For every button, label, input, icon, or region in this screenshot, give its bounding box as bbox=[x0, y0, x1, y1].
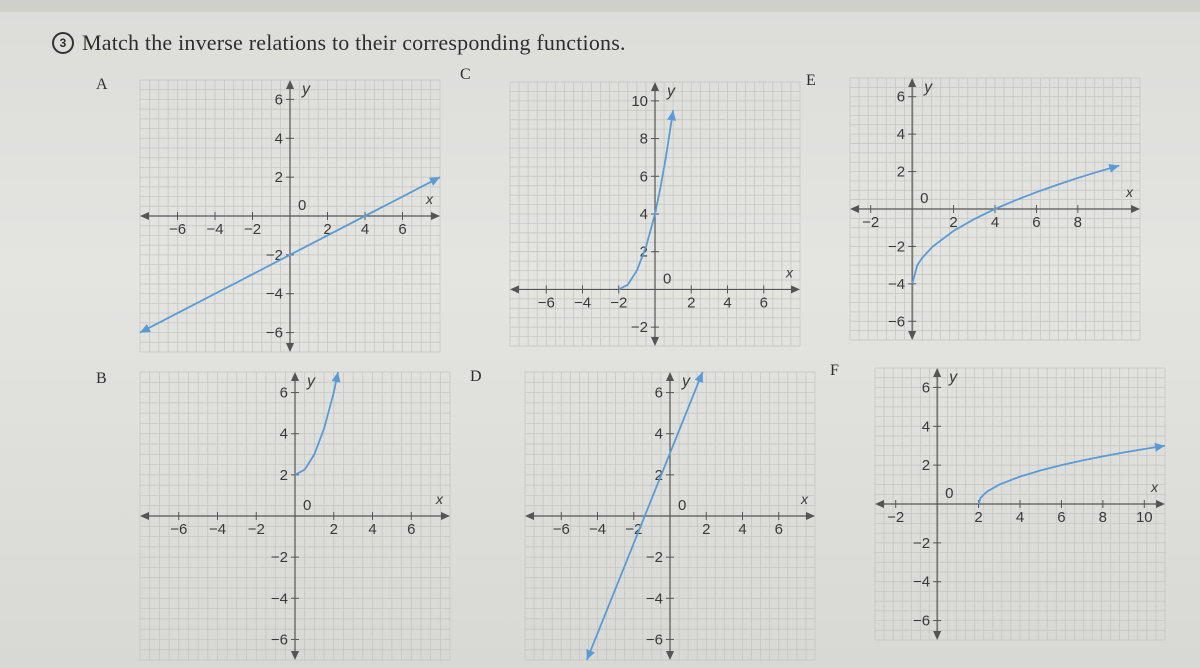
x-tick-label: −2 bbox=[887, 509, 905, 526]
x-tick-label: 6 bbox=[407, 521, 416, 538]
y-axis-arrow-up bbox=[651, 82, 659, 91]
origin-label: 0 bbox=[298, 197, 307, 214]
x-tick-label: 4 bbox=[738, 521, 747, 538]
x-axis-arrow-right bbox=[806, 512, 815, 520]
series-0-arrow-end bbox=[667, 110, 676, 121]
y-tick-label: 6 bbox=[896, 88, 906, 106]
series-0-line bbox=[912, 166, 1119, 284]
x-tick-label: 2 bbox=[949, 214, 958, 231]
x-tick-label: 6 bbox=[1032, 214, 1041, 231]
graph-panel-f bbox=[875, 368, 1165, 640]
x-tick-label: 2 bbox=[329, 521, 338, 538]
x-axis-label: x bbox=[786, 264, 793, 281]
x-tick-label: −2 bbox=[625, 521, 643, 538]
y-axis-arrow-up bbox=[291, 372, 299, 381]
question-header bbox=[52, 30, 626, 56]
x-tick-label: 2 bbox=[323, 221, 332, 238]
x-axis-arrow-left bbox=[140, 512, 149, 520]
x-tick-label: 8 bbox=[1073, 214, 1083, 231]
panel-letter-c: C bbox=[460, 66, 471, 83]
x-axis-arrow-left bbox=[140, 212, 149, 220]
y-axis-label: y bbox=[307, 373, 315, 390]
x-tick-label: 8 bbox=[1098, 509, 1108, 526]
x-tick-label: −6 bbox=[537, 294, 555, 312]
y-axis-label: y bbox=[667, 83, 675, 100]
y-axis-arrow-up bbox=[908, 78, 916, 87]
graph-panel-c bbox=[510, 82, 800, 346]
y-axis-arrow-up bbox=[933, 368, 941, 377]
y-axis-arrow-down bbox=[286, 343, 294, 352]
y-tick-label: −2 bbox=[265, 246, 283, 264]
y-axis-arrow-down bbox=[651, 337, 659, 346]
y-tick-label: 6 bbox=[274, 91, 283, 109]
y-axis-label: y bbox=[949, 369, 958, 386]
y-tick-label: −2 bbox=[270, 549, 288, 567]
x-axis-label: x bbox=[436, 491, 443, 507]
x-axis-arrow-right bbox=[791, 285, 800, 293]
y-axis-arrow-up bbox=[666, 372, 674, 381]
x-tick-label: 6 bbox=[774, 521, 783, 538]
x-tick-label: 4 bbox=[368, 521, 377, 538]
x-axis-arrow-left bbox=[510, 285, 519, 293]
x-axis-arrow-right bbox=[431, 212, 440, 220]
y-tick-label: −6 bbox=[265, 324, 283, 342]
x-tick-label: −4 bbox=[588, 521, 607, 538]
x-tick-label: 2 bbox=[974, 509, 983, 526]
y-tick-label: −6 bbox=[645, 631, 663, 649]
x-tick-label: −6 bbox=[552, 521, 570, 538]
x-axis-arrow-right bbox=[441, 512, 450, 520]
x-tick-label: 10 bbox=[1135, 509, 1153, 526]
y-tick-label: 2 bbox=[279, 466, 288, 484]
y-tick-label: 4 bbox=[274, 130, 283, 148]
x-tick-label: −2 bbox=[610, 294, 628, 312]
y-tick-label: 6 bbox=[921, 379, 931, 397]
series-0-arrow-end bbox=[1154, 443, 1165, 452]
y-tick-label: 4 bbox=[896, 126, 906, 144]
panel-letter-e: E bbox=[806, 72, 816, 89]
x-axis-arrow-left bbox=[850, 205, 859, 213]
x-axis-label: x bbox=[1151, 479, 1158, 495]
origin-label: 0 bbox=[945, 485, 954, 502]
x-tick-label: −6 bbox=[170, 521, 188, 538]
origin-label: 0 bbox=[920, 190, 929, 207]
y-tick-label: 2 bbox=[896, 163, 906, 181]
y-tick-label: 2 bbox=[274, 169, 283, 187]
y-tick-label: 4 bbox=[921, 418, 931, 436]
x-tick-label: −2 bbox=[243, 221, 262, 238]
y-tick-label: −4 bbox=[645, 590, 663, 608]
x-tick-label: 6 bbox=[1057, 509, 1066, 526]
x-tick-label: 6 bbox=[398, 221, 407, 238]
origin-label: 0 bbox=[303, 497, 312, 514]
y-axis-arrow-down bbox=[291, 651, 299, 660]
y-tick-label: −6 bbox=[270, 631, 288, 649]
graph-panel-a bbox=[140, 80, 440, 352]
x-axis-label: x bbox=[426, 191, 433, 207]
y-tick-label: 6 bbox=[279, 384, 288, 402]
x-tick-label: 2 bbox=[687, 294, 696, 312]
graph-panel-b bbox=[140, 372, 450, 660]
y-tick-label: −4 bbox=[265, 285, 283, 303]
x-tick-label: 4 bbox=[360, 221, 370, 238]
y-tick-label: 8 bbox=[639, 130, 648, 148]
y-tick-label: −2 bbox=[645, 549, 663, 567]
y-axis-arrow-up bbox=[286, 80, 294, 89]
x-tick-label: −4 bbox=[208, 521, 227, 538]
x-tick-label: −6 bbox=[168, 221, 187, 238]
y-axis-arrow-down bbox=[908, 331, 916, 340]
y-tick-label: 6 bbox=[639, 168, 648, 186]
y-axis-arrow-down bbox=[933, 631, 941, 640]
graph-panel-e bbox=[850, 78, 1140, 340]
y-tick-label: −4 bbox=[270, 590, 288, 608]
x-axis-label: x bbox=[801, 491, 808, 507]
y-tick-label: −6 bbox=[913, 612, 931, 630]
y-tick-label: −4 bbox=[888, 275, 906, 293]
y-axis-arrow-down bbox=[666, 651, 674, 660]
y-tick-label: 4 bbox=[639, 206, 648, 223]
x-tick-label: −4 bbox=[206, 221, 224, 238]
y-tick-label: 4 bbox=[279, 425, 288, 443]
y-tick-label: −2 bbox=[630, 319, 648, 337]
y-tick-label: 4 bbox=[654, 425, 663, 443]
question-text: Match the inverse relations to their corresponding functions. bbox=[82, 30, 626, 55]
x-tick-label: −4 bbox=[573, 294, 592, 312]
x-axis-label: x bbox=[1126, 184, 1133, 200]
y-tick-label: 6 bbox=[654, 384, 663, 402]
x-tick-label: 4 bbox=[990, 214, 1000, 231]
x-axis-arrow-left bbox=[525, 512, 534, 520]
y-axis-label: y bbox=[682, 373, 690, 390]
x-tick-label: 6 bbox=[759, 294, 768, 312]
panel-letter-d: D bbox=[470, 368, 482, 385]
origin-label: 0 bbox=[678, 497, 687, 514]
y-tick-label: 2 bbox=[921, 457, 931, 475]
panel-letter-a: A bbox=[96, 76, 108, 93]
x-tick-label: 2 bbox=[702, 521, 711, 538]
y-tick-label: 2 bbox=[654, 466, 663, 484]
y-axis-label: y bbox=[924, 79, 933, 96]
x-axis-arrow-right bbox=[1156, 500, 1165, 508]
question-number-badge: 3 bbox=[52, 32, 74, 54]
x-tick-label: 4 bbox=[723, 294, 732, 312]
graph-panel-d bbox=[525, 372, 815, 660]
panel-letter-b: B bbox=[96, 370, 107, 387]
y-tick-label: 2 bbox=[639, 243, 648, 261]
top-edge-strip bbox=[0, 0, 1200, 12]
x-tick-label: −2 bbox=[862, 214, 880, 231]
y-axis-label: y bbox=[302, 81, 310, 98]
series-0-arrow-end bbox=[332, 372, 341, 383]
x-axis-arrow-left bbox=[875, 500, 884, 508]
x-tick-label: 4 bbox=[1015, 509, 1025, 526]
origin-label: 0 bbox=[663, 270, 672, 288]
y-tick-label: −2 bbox=[913, 534, 931, 552]
y-tick-label: −6 bbox=[888, 313, 906, 331]
x-tick-label: −2 bbox=[247, 521, 265, 538]
y-tick-label: −4 bbox=[913, 573, 931, 591]
y-tick-label: 10 bbox=[631, 92, 648, 110]
y-tick-label: −2 bbox=[888, 238, 906, 256]
x-axis-arrow-right bbox=[1131, 205, 1140, 213]
panel-letter-f: F bbox=[830, 362, 839, 379]
